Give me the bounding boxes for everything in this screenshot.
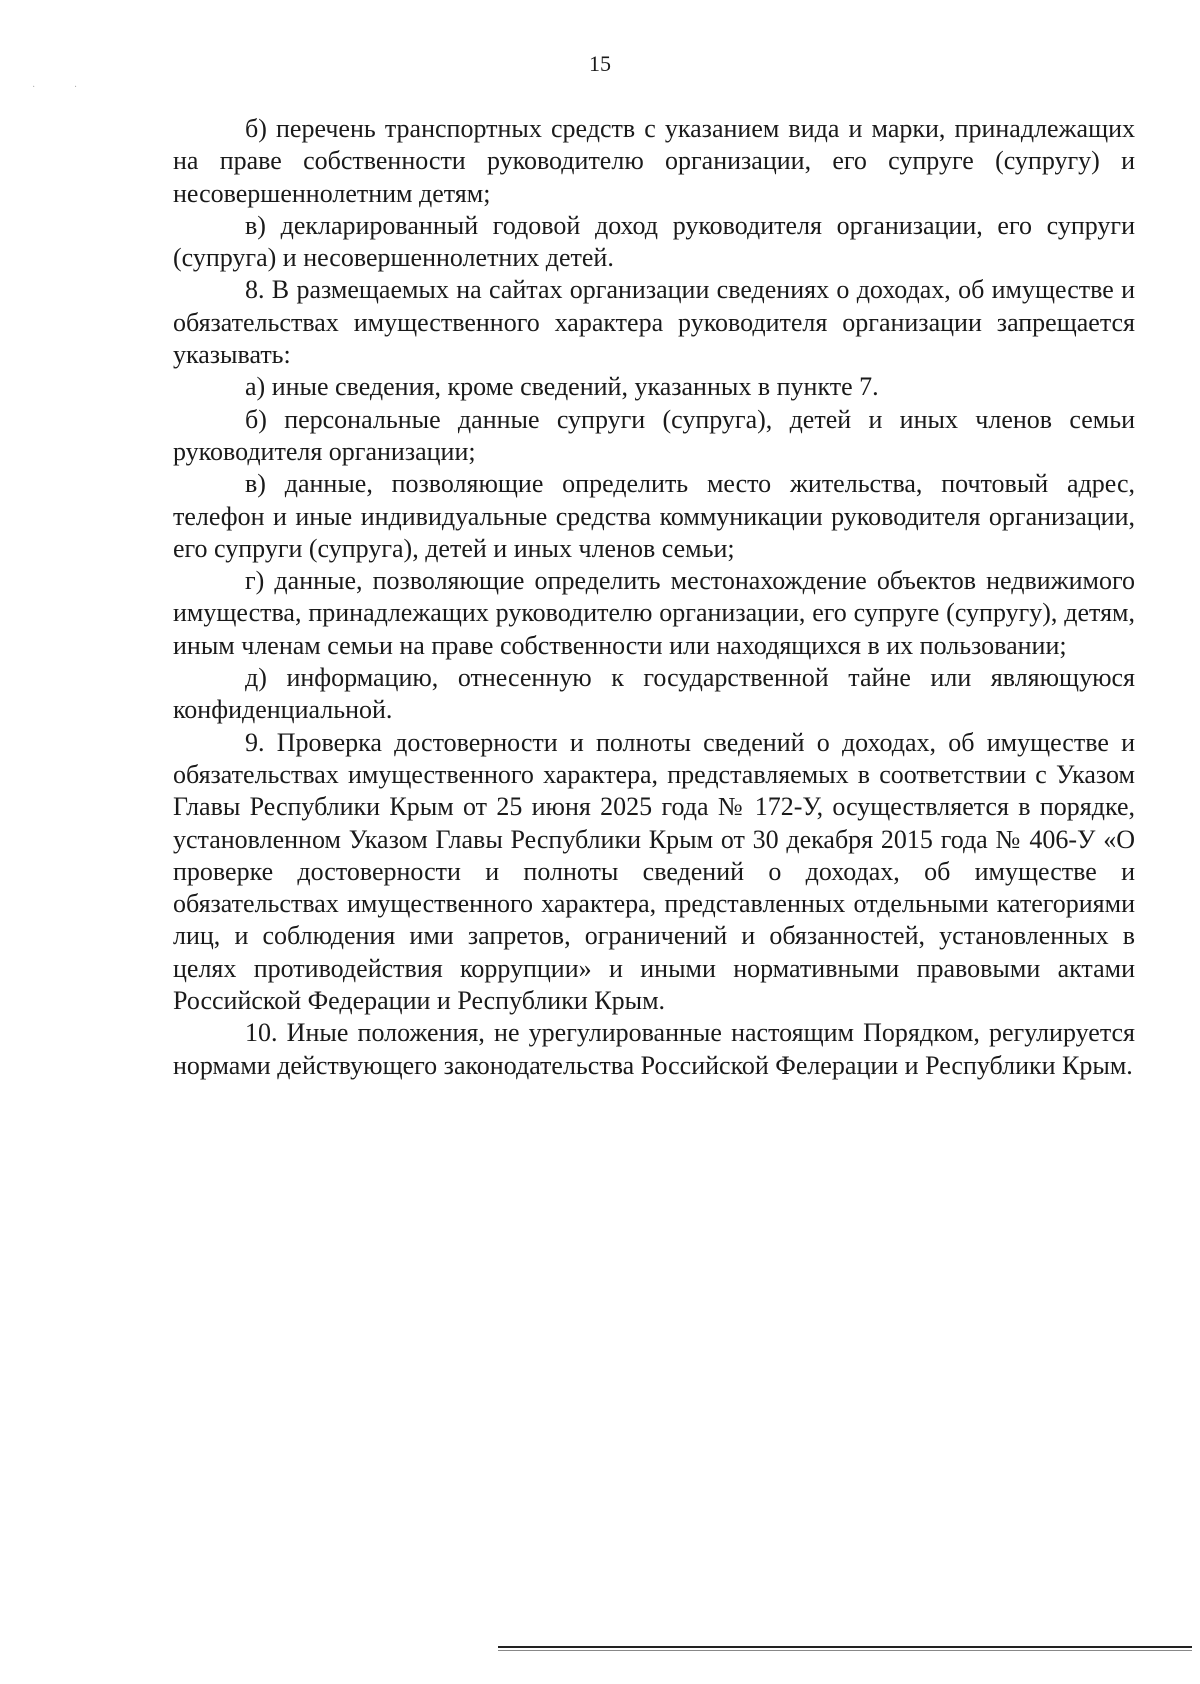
paragraph-section-9: 9. Проверка достоверности и полноты сведений о доходах, об имуществе и обязательствах имущественного характера, представляемых в соответствии с Указом Главы Республики Крым от 25 июня 2025 года № 172-У, осуществляется в порядке, установленном Указом Главы Республики Крым от 30 декабря 2015 года № 406-У «О проверке достоверности и полноты сведений о доходах, об имуществе и обязательствах имущественного характера, представленных отдельными категориями лиц, и соблюдения ими запретов, ограничений и обязанностей, установленных в целях противодействия коррупции» и иными нормативными правовыми актами Российской Федерации и Республики Крым. xyxy=(173,727,1135,1016)
paragraph-item-v-contact-data: в) данные, позволяющие определить место жительства, почтовый адрес, телефон и иные индивидуальные средства коммуникации руководителя организации, его супруги (супруга), детей и иных членов семьи; xyxy=(173,469,1135,563)
paragraph-item-b-personal-data: б) персональные данные супруги (супруга), детей и иных членов семьи руководителя организации; xyxy=(173,404,1135,466)
paragraph-item-v-income: в) декларированный годовой доход руководителя организации, его супруги (супруга) и несовершеннолетних детей. xyxy=(173,210,1135,273)
scan-artifact: · · xyxy=(32,82,96,93)
paragraph-item-a-other-info: а) иные сведения, кроме сведений, указанных в пункте 7. xyxy=(245,372,879,402)
paragraph-item-d-secret-info: д) информацию, отнесенную к государственной тайне или являющуюся конфиденциальной. xyxy=(173,663,1135,725)
paragraph-section-8: 8. В размещаемых на сайтах организации сведениях о доходах, об имуществе и обязательствах имущественного характера руководителя организации запрещается указывать: xyxy=(173,275,1135,370)
paragraph-item-b-vehicles: б) перечень транспортных средств с указанием вида и марки, принадлежащих на праве собственности руководителю организации, его супруге (супругу) и несовершеннолетним детям; xyxy=(173,114,1135,208)
paragraph-item-g-property-location: г) данные, позволяющие определить местонахождение объектов недвижимого имущества, принадлежащих руководителю организации, его супруге (супругу), детям, иным членам семьи на праве собственности или находящихся в их пользовании; xyxy=(173,566,1135,660)
footer-rule-shadow xyxy=(498,1650,1192,1651)
paragraph-section-10: 10. Иные положения, не урегулированные настоящим Порядком, регулируется нормами действующего законодательства Российской Фелерации и Республики Крым. xyxy=(173,1018,1135,1080)
page-number: 15 xyxy=(589,51,611,76)
footer-rule xyxy=(498,1646,1192,1648)
document-body xyxy=(173,113,1135,1082)
